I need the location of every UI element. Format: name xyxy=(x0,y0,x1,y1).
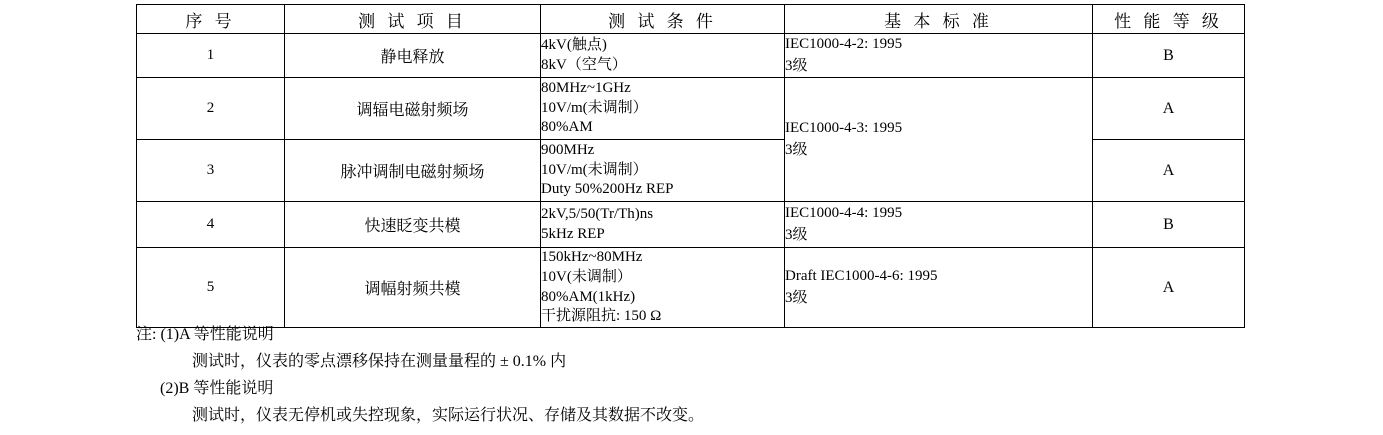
standard-line: IEC1000-4-4: 1995 xyxy=(785,205,903,222)
cell-item: 快速眨变共模 xyxy=(285,202,541,248)
table-row xyxy=(137,34,1245,78)
standard-line: 3级 xyxy=(785,141,808,158)
cell-standard xyxy=(785,248,1093,328)
emc-test-table xyxy=(136,4,1245,328)
condition-line: 5kHz REP xyxy=(541,225,605,242)
column-header-level: 性 能 等 级 xyxy=(1093,5,1245,34)
cell-level: B xyxy=(1093,34,1245,78)
cell-standard xyxy=(785,202,1093,248)
condition-line: 80MHz~1GHz xyxy=(541,79,631,96)
standard-line: 3级 xyxy=(785,289,808,306)
cell-item: 静电释放 xyxy=(285,34,541,78)
note-a-title: 注: (1)A 等性能说明 xyxy=(136,326,274,343)
notes-section xyxy=(136,327,1236,435)
condition-line: Duty 50%200Hz REP xyxy=(541,181,674,198)
cell-no: 5 xyxy=(137,248,285,328)
cell-standard xyxy=(785,34,1093,78)
standard-line: 3级 xyxy=(785,226,808,243)
cell-condition xyxy=(541,202,785,248)
cell-condition xyxy=(541,34,785,78)
cell-level: A xyxy=(1093,248,1245,328)
cell-condition xyxy=(541,78,785,140)
column-header-item: 测 试 项 目 xyxy=(285,5,541,34)
condition-line: 10V/m(未调制） xyxy=(541,99,648,116)
cell-item: 脉冲调制电磁射频场 xyxy=(285,140,541,202)
table-row xyxy=(137,248,1245,328)
cell-no: 2 xyxy=(137,78,285,140)
cell-level: B xyxy=(1093,202,1245,248)
condition-line: 80%AM xyxy=(541,119,593,136)
standard-line: 3级 xyxy=(785,57,808,74)
cell-level: A xyxy=(1093,140,1245,202)
condition-line: 150kHz~80MHz xyxy=(541,249,643,265)
table-row xyxy=(137,202,1245,248)
condition-line: 干扰源阻抗: 150 Ω xyxy=(541,308,662,325)
condition-line: 2kV,5/50(Tr/Th)ns xyxy=(541,205,654,222)
note-b-body: 测试时，仪表无停机或失控现象，实际运行状况、存储及其数据不改变。 xyxy=(192,407,705,424)
column-header-standard: 基 本 标 准 xyxy=(785,5,1093,34)
cell-no: 1 xyxy=(137,34,285,78)
cell-standard xyxy=(785,78,1093,202)
column-header-no: 序 号 xyxy=(137,5,285,34)
standard-line: IEC1000-4-3: 1995 xyxy=(785,120,903,137)
note-a-body: 测试时，仪表的零点漂移保持在测量量程的 ± 0.1% 内 xyxy=(192,353,567,370)
column-header-condition: 测 试 条 件 xyxy=(541,5,785,34)
cell-no: 3 xyxy=(137,140,285,202)
cell-item: 调辐电磁射频场 xyxy=(285,78,541,140)
cell-no: 4 xyxy=(137,202,285,248)
standard-line: Draft IEC1000-4-6: 1995 xyxy=(785,268,938,285)
table-row xyxy=(137,78,1245,140)
cell-level: A xyxy=(1093,78,1245,140)
condition-line: 10V/m(未调制） xyxy=(541,161,648,178)
condition-line: 900MHz xyxy=(541,141,595,158)
condition-line: 4kV(触点) xyxy=(541,36,607,53)
note-b-title: (2)B 等性能说明 xyxy=(160,380,274,397)
condition-line: 8kV（空气） xyxy=(541,56,627,73)
condition-line: 10V(未调制） xyxy=(541,268,632,285)
table-header-row xyxy=(137,5,1245,34)
condition-line: 80%AM(1kHz) xyxy=(541,288,636,305)
cell-condition xyxy=(541,248,785,328)
standard-line: IEC1000-4-2: 1995 xyxy=(785,36,903,53)
cell-condition xyxy=(541,140,785,202)
cell-item: 调幅射频共模 xyxy=(285,248,541,328)
